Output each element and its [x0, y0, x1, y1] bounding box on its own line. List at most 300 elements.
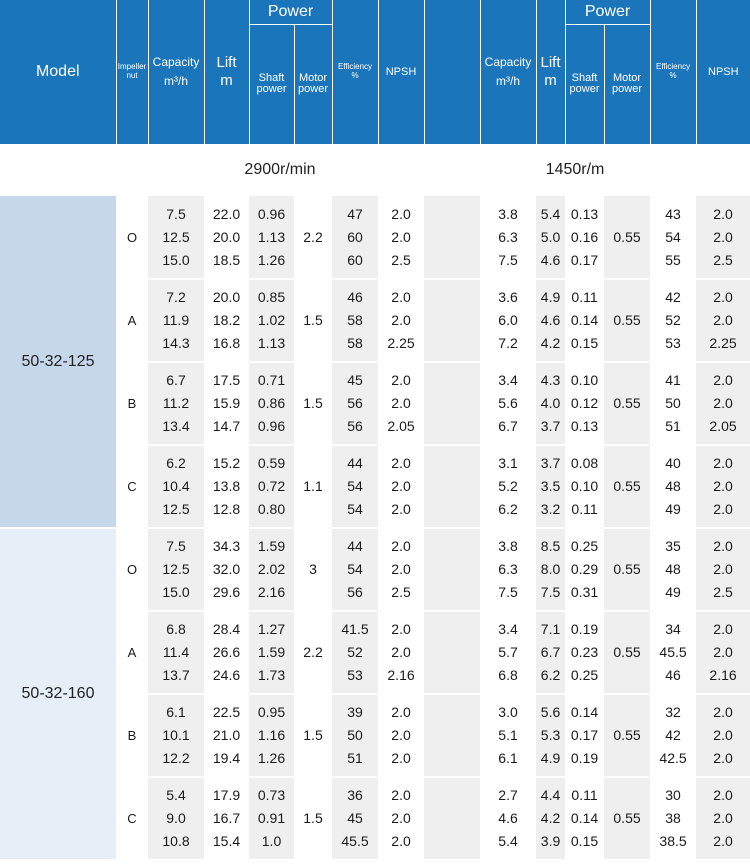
- shaft-value: 0.25: [570, 667, 599, 683]
- npsh-cell-right: [696, 528, 750, 611]
- eff-value: 50: [665, 395, 681, 411]
- npsh-cell-left: [378, 528, 424, 611]
- motor-power-header: Motor power: [294, 24, 332, 144]
- lift-value: 4.3: [540, 372, 561, 388]
- npsh-cell-right: [696, 196, 750, 279]
- capacity-cell-right: [480, 611, 536, 694]
- npsh-value: 2.25: [387, 335, 415, 351]
- capacity-value: 2.7: [498, 787, 518, 803]
- eff-value: 47: [347, 205, 363, 222]
- eff-value: 49: [665, 501, 681, 517]
- npsh-value: 2.0: [391, 372, 411, 388]
- motor-cell-left: 2.2: [294, 611, 332, 694]
- shaft-value: 1.0: [261, 833, 282, 849]
- capacity-cell-left: [148, 528, 204, 611]
- eff-value: 45: [347, 372, 363, 388]
- eff-value: 46: [347, 289, 363, 305]
- capacity-cell-right: [480, 445, 536, 528]
- capacity-value: 7.5: [498, 584, 518, 600]
- capacity-value: 7.5: [166, 538, 186, 554]
- npsh-value: 2.0: [391, 312, 411, 328]
- capacity-value: 10.1: [162, 727, 190, 743]
- lift-value: 20.0: [212, 289, 241, 305]
- lift-value: 5.3: [540, 727, 561, 743]
- capacity-value: 6.2: [498, 501, 518, 517]
- npsh-value: 2.0: [713, 833, 733, 849]
- eff-value: 45: [347, 810, 363, 826]
- shaft-power-header-right: Shaft power: [565, 24, 604, 144]
- eff-value: 43: [665, 205, 681, 222]
- spacer-cell: [424, 694, 480, 777]
- npsh-value: 2.0: [713, 478, 733, 494]
- eff-value: 51: [665, 418, 681, 434]
- npsh-value: 2.5: [713, 251, 733, 268]
- npsh-cell-left: [378, 694, 424, 777]
- eff-value: 46: [665, 667, 681, 683]
- shaft-cell-left: [249, 694, 294, 777]
- model-name-cell: 50-32-125: [0, 196, 116, 528]
- npsh-value: 2.05: [387, 418, 415, 434]
- eff-cell-left: [332, 777, 378, 860]
- eff-cell-right: [650, 445, 696, 528]
- motor-cell-left: 3: [294, 528, 332, 611]
- capacity-cell-right: [480, 362, 536, 445]
- shaft-value: 0.14: [570, 312, 599, 328]
- model-header: Model: [0, 0, 116, 144]
- lift-value: 34.3: [212, 538, 241, 554]
- speed-label-2900: 2900r/min: [244, 161, 316, 178]
- impeller-cell: O: [126, 562, 138, 577]
- shaft-value: 0.95: [257, 704, 286, 720]
- lift-cell-left: [204, 362, 249, 445]
- capacity-cell-left: [148, 445, 204, 528]
- eff-cell-left: [332, 279, 378, 362]
- lift-cell-right: [536, 777, 565, 860]
- eff-value: 60: [347, 228, 363, 245]
- eff-cell-right: [650, 528, 696, 611]
- shaft-value: 0.71: [257, 372, 286, 388]
- eff-value: 54: [665, 228, 681, 245]
- npsh-value: 2.0: [391, 644, 411, 660]
- shaft-value: 0.85: [257, 289, 286, 305]
- npsh-value: 2.5: [391, 584, 411, 600]
- eff-cell-left: [332, 694, 378, 777]
- npsh-value: 2.16: [387, 667, 415, 683]
- capacity-value: 6.8: [166, 621, 186, 637]
- shaft-value: 0.17: [570, 727, 599, 743]
- spacer-cell: [424, 196, 480, 279]
- npsh-value: 2.0: [713, 455, 733, 471]
- npsh-value: 2.0: [391, 478, 411, 494]
- capacity-cell-right: [480, 279, 536, 362]
- capacity-value: 6.1: [166, 704, 186, 720]
- eff-value: 56: [347, 395, 363, 411]
- lift-value: 22.5: [212, 704, 241, 720]
- npsh-cell-right: [696, 445, 750, 528]
- capacity-cell-left: [148, 694, 204, 777]
- header-spacer: [424, 0, 480, 144]
- capacity-header: Capacity m³/h: [148, 0, 204, 144]
- impeller-cell: B: [127, 728, 137, 743]
- eff-value: 51: [347, 750, 363, 766]
- shaft-cell-left: [249, 196, 294, 279]
- lift-value: 18.5: [212, 251, 241, 268]
- shaft-value: 0.72: [257, 478, 286, 494]
- capacity-value: 13.7: [162, 667, 190, 683]
- shaft-value: 0.31: [570, 584, 599, 600]
- eff-value: 52: [347, 644, 363, 660]
- eff-value: 45.5: [659, 644, 687, 660]
- lift-cell-right: [536, 445, 565, 528]
- eff-value: 45.5: [341, 833, 369, 849]
- lift-value: 18.2: [212, 312, 241, 328]
- lift-value: 19.4: [212, 750, 241, 766]
- capacity-value: 6.0: [498, 312, 518, 328]
- shaft-value: 0.14: [570, 704, 599, 720]
- motor-cell-left: 1.1: [294, 445, 332, 528]
- capacity-cell-right: [480, 528, 536, 611]
- eff-value: 56: [347, 584, 363, 600]
- npsh-value: 2.0: [391, 810, 411, 826]
- lift-cell-right: [536, 611, 565, 694]
- lift-value: 7.1: [540, 621, 561, 637]
- npsh-value: 2.5: [391, 251, 411, 268]
- npsh-value: 2.25: [709, 335, 737, 351]
- table-row: [0, 528, 750, 611]
- lift-cell-right: [536, 362, 565, 445]
- capacity-value: 7.5: [498, 251, 518, 268]
- shaft-value: 1.26: [257, 750, 286, 766]
- lift-value: 4.0: [540, 395, 561, 411]
- lift-value: 3.5: [540, 478, 561, 494]
- motor-cell-right: 0.55: [604, 777, 650, 860]
- npsh-header: NPSH: [378, 0, 424, 144]
- capacity-cell-right: [480, 777, 536, 860]
- lift-header: Lift m: [204, 0, 249, 144]
- impeller-cell: B: [127, 396, 137, 411]
- eff-value: 38: [665, 810, 681, 826]
- shaft-value: 0.59: [257, 455, 286, 471]
- lift-value: 6.2: [540, 667, 561, 683]
- capacity-cell-left: [148, 777, 204, 860]
- lift-value: 26.6: [212, 644, 241, 660]
- npsh-value: 2.0: [713, 621, 733, 637]
- lift-value: 17.5: [212, 372, 241, 388]
- lift-cell-left: [204, 694, 249, 777]
- shaft-value: 0.13: [570, 418, 599, 434]
- capacity-cell-right: [480, 694, 536, 777]
- npsh-value: 2.0: [391, 727, 411, 743]
- spacer-cell: [424, 611, 480, 694]
- lift-cell-right: [536, 279, 565, 362]
- capacity-value: 5.6: [498, 395, 518, 411]
- capacity-value: 5.1: [498, 727, 518, 743]
- lift-value: 16.8: [212, 335, 241, 351]
- npsh-value: 2.0: [713, 289, 733, 305]
- eff-value: 40: [665, 455, 681, 471]
- shaft-cell-right: [565, 196, 604, 279]
- lift-cell-right: [536, 694, 565, 777]
- capacity-value: 5.2: [498, 478, 518, 494]
- npsh-value: 2.0: [391, 787, 411, 803]
- eff-value: 35: [665, 538, 681, 554]
- capacity-value: 7.5: [166, 205, 186, 222]
- lift-value: 4.2: [540, 335, 561, 351]
- npsh-value: 2.0: [713, 787, 733, 803]
- shaft-cell-right: [565, 445, 604, 528]
- lift-cell-left: [204, 196, 249, 279]
- npsh-cell-right: [696, 694, 750, 777]
- shaft-cell-right: [565, 279, 604, 362]
- npsh-cell-right: [696, 777, 750, 860]
- shaft-value: 0.29: [570, 561, 599, 577]
- eff-value: 38.5: [659, 833, 687, 849]
- npsh-value: 2.16: [709, 667, 737, 683]
- npsh-value: 2.0: [391, 833, 411, 849]
- eff-value: 41.5: [341, 621, 369, 637]
- capacity-value: 15.0: [162, 584, 190, 600]
- lift-value: 13.8: [212, 478, 241, 494]
- npsh-value: 2.0: [391, 538, 411, 554]
- eff-value: 42.5: [659, 750, 687, 766]
- shaft-power-header: Shaft power: [249, 24, 294, 144]
- npsh-cell-left: [378, 196, 424, 279]
- shaft-value: 0.96: [257, 205, 286, 222]
- eff-value: 48: [665, 561, 681, 577]
- lift-value: 28.4: [212, 621, 241, 637]
- capacity-value: 7.2: [166, 289, 186, 305]
- npsh-cell-right: [696, 611, 750, 694]
- motor-cell-right: 0.55: [604, 694, 650, 777]
- lift-value: 8.5: [540, 538, 561, 554]
- lift-cell-right: [536, 196, 565, 279]
- lift-value: 8.0: [540, 561, 561, 577]
- shaft-value: 2.16: [257, 584, 286, 600]
- eff-value: 44: [347, 538, 363, 554]
- npsh-value: 2.0: [391, 621, 411, 637]
- motor-cell-right: 0.55: [604, 362, 650, 445]
- eff-value: 54: [347, 478, 363, 494]
- capacity-value: 4.6: [498, 810, 518, 826]
- eff-cell-right: [650, 196, 696, 279]
- lift-value: 32.0: [212, 561, 241, 577]
- eff-value: 48: [665, 478, 681, 494]
- npsh-value: 2.05: [709, 418, 737, 434]
- lift-value: 3.7: [540, 455, 561, 471]
- eff-value: 49: [665, 584, 681, 600]
- capacity-value: 6.1: [498, 750, 518, 766]
- eff-value: 56: [347, 418, 363, 434]
- capacity-value: 12.5: [162, 228, 190, 245]
- npsh-cell-left: [378, 611, 424, 694]
- eff-value: 58: [347, 312, 363, 328]
- shaft-cell-left: [249, 279, 294, 362]
- shaft-value: 1.27: [257, 621, 286, 637]
- capacity-value: 5.4: [498, 833, 518, 849]
- shaft-cell-left: [249, 362, 294, 445]
- lift-value: 4.6: [540, 312, 561, 328]
- lift-value: 4.9: [540, 750, 561, 766]
- capacity-cell-left: [148, 279, 204, 362]
- shaft-value: 0.91: [257, 810, 286, 826]
- shaft-value: 1.26: [257, 251, 286, 268]
- shaft-value: 1.16: [257, 727, 286, 743]
- impeller-header: Impeller nut: [116, 0, 148, 144]
- eff-cell-right: [650, 279, 696, 362]
- npsh-value: 2.0: [391, 750, 411, 766]
- shaft-value: 0.80: [257, 501, 286, 517]
- eff-value: 53: [665, 335, 681, 351]
- spacer-cell: [424, 445, 480, 528]
- npsh-cell-left: [378, 777, 424, 860]
- npsh-value: 2.0: [391, 228, 411, 245]
- npsh-value: 2.0: [713, 561, 733, 577]
- capacity-cell-left: [148, 611, 204, 694]
- npsh-value: 2.0: [713, 727, 733, 743]
- capacity-value: 3.6: [498, 289, 518, 305]
- lift-value: 6.7: [540, 644, 561, 660]
- capacity-value: 10.8: [162, 833, 190, 849]
- eff-cell-left: [332, 445, 378, 528]
- eff-cell-right: [650, 611, 696, 694]
- npsh-value: 2.5: [713, 584, 733, 600]
- lift-value: 5.4: [540, 205, 561, 222]
- shaft-value: 0.08: [570, 455, 599, 471]
- capacity-cell-left: [148, 196, 204, 279]
- efficiency-header: Efficiency %: [332, 0, 378, 144]
- eff-value: 60: [347, 251, 363, 268]
- capacity-value: 10.4: [162, 478, 190, 494]
- shaft-value: 0.10: [570, 372, 599, 388]
- shaft-value: 0.19: [570, 621, 599, 637]
- motor-cell-right: 0.55: [604, 445, 650, 528]
- motor-cell-left: 1.5: [294, 279, 332, 362]
- motor-cell-left: 1.5: [294, 694, 332, 777]
- shaft-value: 0.86: [257, 395, 286, 411]
- power-header: Power: [249, 0, 332, 24]
- capacity-value: 13.4: [162, 418, 190, 434]
- shaft-value: 0.15: [570, 335, 599, 351]
- lift-value: 12.8: [212, 501, 241, 517]
- lift-value: 14.7: [212, 418, 241, 434]
- eff-value: 41: [665, 372, 681, 388]
- capacity-value: 3.0: [498, 704, 518, 720]
- eff-value: 44: [347, 455, 363, 471]
- capacity-value: 5.7: [498, 644, 518, 660]
- lift-value: 5.0: [540, 228, 561, 245]
- capacity-value: 6.2: [166, 455, 186, 471]
- model-name-cell: 50-32-160: [0, 528, 116, 860]
- npsh-cell-left: [378, 445, 424, 528]
- capacity-value: 12.2: [162, 750, 190, 766]
- capacity-value: 15.0: [162, 251, 190, 268]
- lift-value: 4.2: [540, 810, 561, 826]
- eff-value: 42: [665, 289, 681, 305]
- eff-value: 54: [347, 501, 363, 517]
- shaft-value: 0.15: [570, 833, 599, 849]
- npsh-value: 2.0: [713, 750, 733, 766]
- motor-power-header-right: Motor power: [604, 24, 650, 144]
- impeller-cell: C: [127, 479, 137, 494]
- lift-header-right: Lift m: [536, 0, 565, 144]
- power-header-right: Power: [565, 0, 650, 24]
- spacer-cell: [424, 279, 480, 362]
- shaft-cell-left: [249, 528, 294, 611]
- efficiency-header-right: Efficiency %: [650, 0, 696, 144]
- lift-cell-left: [204, 279, 249, 362]
- capacity-value: 11.4: [162, 644, 190, 660]
- eff-value: 32: [665, 704, 681, 720]
- capacity-value: 3.1: [498, 455, 518, 471]
- npsh-value: 2.0: [713, 644, 733, 660]
- impeller-cell: C: [127, 811, 137, 826]
- npsh-value: 2.0: [391, 395, 411, 411]
- capacity-value: 9.0: [166, 810, 186, 826]
- npsh-value: 2.0: [713, 810, 733, 826]
- lift-value: 17.9: [212, 787, 241, 803]
- motor-cell-left: 1.5: [294, 362, 332, 445]
- npsh-value: 2.0: [713, 205, 733, 222]
- capacity-cell-left: [148, 362, 204, 445]
- capacity-value: 14.3: [162, 335, 190, 351]
- npsh-value: 2.0: [713, 501, 733, 517]
- npsh-value: 2.0: [391, 704, 411, 720]
- shaft-value: 0.19: [570, 750, 599, 766]
- eff-value: 30: [665, 787, 681, 803]
- npsh-cell-left: [378, 362, 424, 445]
- npsh-cell-left: [378, 279, 424, 362]
- lift-value: 4.4: [540, 787, 561, 803]
- motor-cell-right: 0.55: [604, 279, 650, 362]
- shaft-value: 2.02: [257, 561, 286, 577]
- npsh-value: 2.0: [713, 704, 733, 720]
- motor-cell-right: 0.55: [604, 196, 650, 279]
- eff-cell-right: [650, 362, 696, 445]
- lift-value: 15.9: [212, 395, 241, 411]
- shaft-value: 0.73: [257, 787, 286, 803]
- impeller-cell: A: [127, 645, 137, 660]
- shaft-value: 0.13: [570, 205, 599, 222]
- lift-value: 15.2: [212, 455, 241, 471]
- lift-value: 16.7: [212, 810, 241, 826]
- motor-cell-right: 0.55: [604, 528, 650, 611]
- shaft-value: 0.25: [570, 538, 599, 554]
- capacity-value: 6.7: [166, 372, 186, 388]
- shaft-value: 0.10: [570, 478, 599, 494]
- capacity-value: 3.4: [498, 621, 518, 637]
- speed-label-1450: 1450r/m: [545, 161, 605, 178]
- motor-cell-left: 1.5: [294, 777, 332, 860]
- capacity-value: 3.8: [498, 205, 518, 222]
- shaft-value: 0.96: [257, 418, 286, 434]
- eff-value: 42: [665, 727, 681, 743]
- shaft-value: 0.16: [570, 228, 599, 245]
- lift-cell-right: [536, 528, 565, 611]
- shaft-value: 0.11: [571, 787, 598, 803]
- lift-value: 21.0: [212, 727, 241, 743]
- eff-value: 58: [347, 335, 363, 351]
- npsh-cell-right: [696, 279, 750, 362]
- lift-value: 24.6: [212, 667, 241, 683]
- shaft-cell-left: [249, 777, 294, 860]
- shaft-cell-right: [565, 528, 604, 611]
- lift-value: 4.6: [540, 251, 561, 268]
- shaft-cell-left: [249, 445, 294, 528]
- shaft-value: 1.59: [257, 538, 286, 554]
- eff-value: 36: [347, 787, 363, 803]
- lift-cell-left: [204, 445, 249, 528]
- capacity-value: 11.9: [162, 312, 190, 328]
